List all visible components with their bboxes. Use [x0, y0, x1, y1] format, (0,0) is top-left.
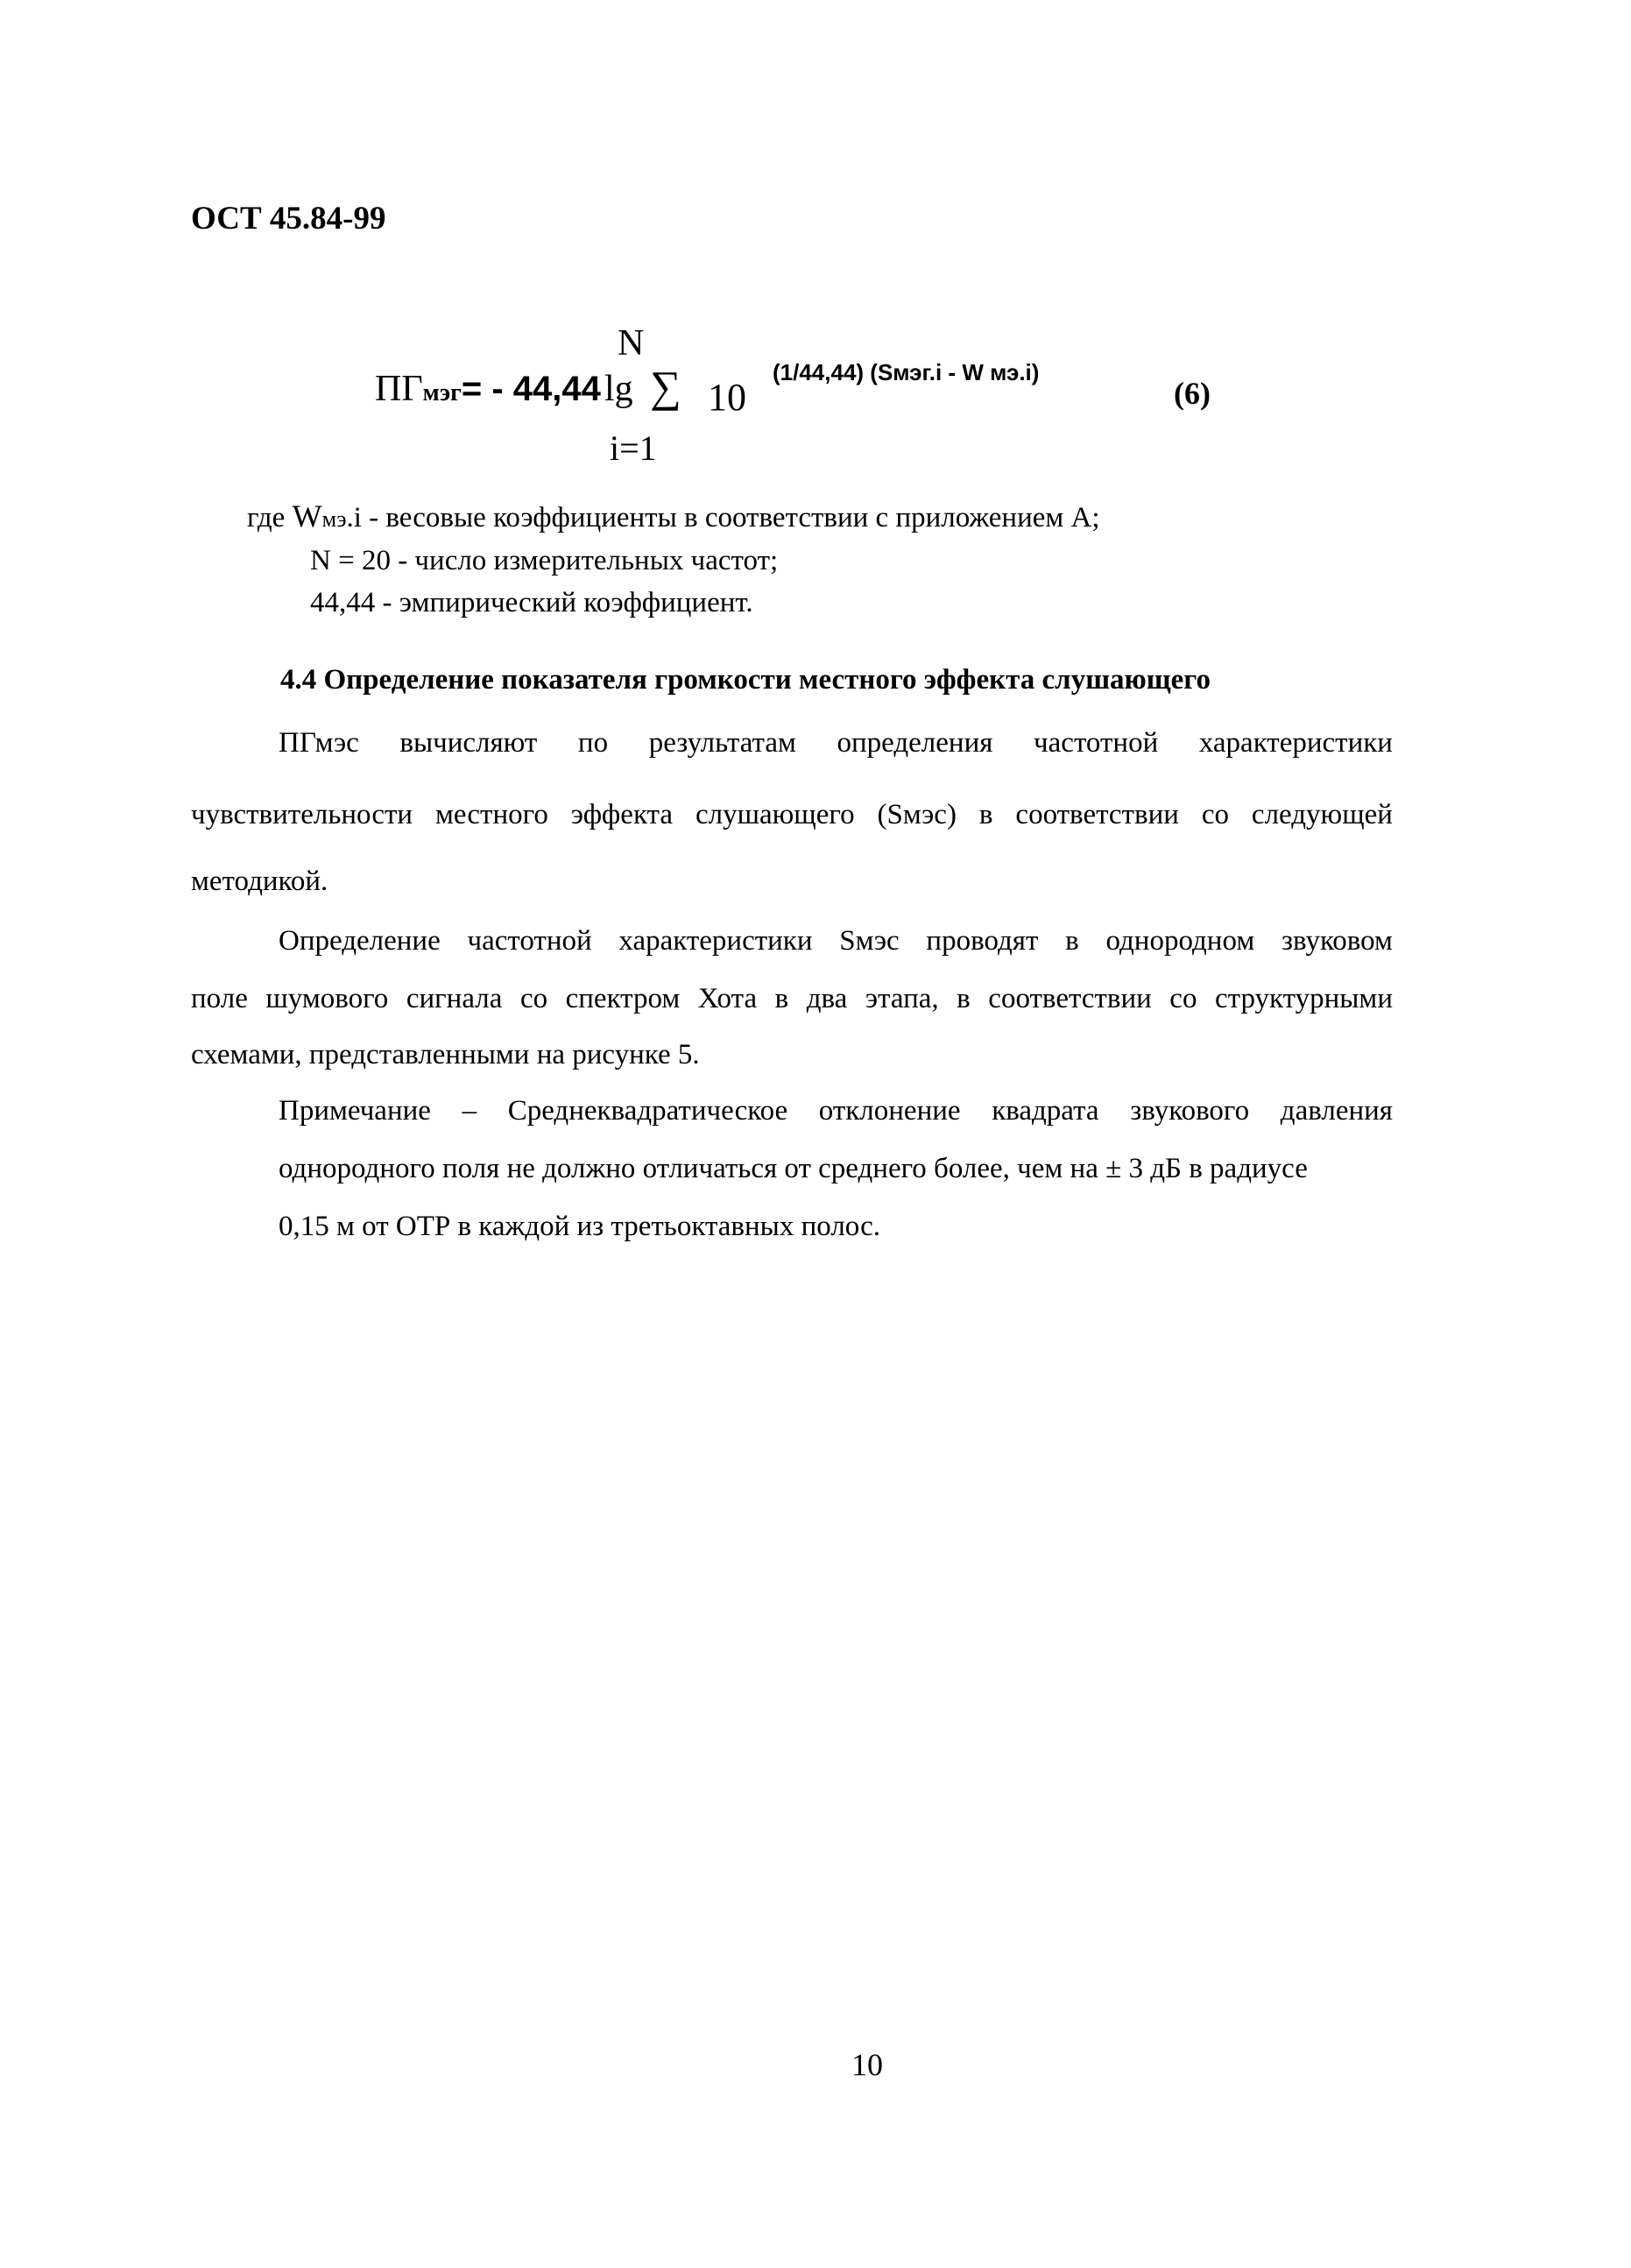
note-line-2: однородного поля не должно отличаться от среднего более, чем на ± 3 дБ в радиусе [279, 1153, 1308, 1184]
where-line-2: N = 20 - число измерительных частот; [310, 545, 779, 576]
paragraph-1-line-3: методикой. [191, 866, 328, 897]
where-line-3: 44,44 - эмпирический коэффициент. [310, 587, 753, 618]
word: результатам [648, 727, 796, 759]
word: Примечание [279, 1095, 431, 1127]
word: в [1065, 925, 1079, 957]
sum-upper-limit: N [618, 323, 645, 364]
page-number: 10 [851, 2047, 883, 2082]
word: со [519, 983, 548, 1014]
word: Хота [697, 983, 758, 1014]
word: звукового [1130, 1095, 1250, 1127]
formula-lg: lg [604, 369, 633, 409]
lhs-subscript: мэг [422, 379, 462, 406]
word: квадрата [992, 1095, 1099, 1127]
section-heading: 4.4 Определение показателя громкости местного эффекта слушающего [280, 664, 1211, 696]
word: со [1169, 983, 1197, 1014]
formula-coefficient: = - 44,44 [461, 370, 601, 408]
word: слушающего [695, 799, 855, 830]
word: частотной [467, 925, 592, 957]
where-prefix: где [247, 502, 286, 533]
word: эффекта [570, 799, 674, 830]
word: вычисляют [399, 727, 538, 759]
word: структурными [1214, 983, 1393, 1014]
word: соответствии [1015, 799, 1179, 830]
paragraph-2-line-1 [279, 925, 1393, 957]
word: – [462, 1095, 477, 1127]
word: два [806, 983, 848, 1014]
word: в [774, 983, 789, 1014]
word: спектром [565, 983, 681, 1014]
word: местного [435, 799, 548, 830]
word: характеристики [1198, 727, 1393, 759]
word: следующей [1251, 799, 1393, 830]
lhs-symbol: ПГ [375, 369, 423, 409]
word: Sмэс [839, 925, 900, 957]
word: этапа, [865, 983, 939, 1014]
note-line-1 [279, 1095, 1393, 1127]
power-base: 10 [708, 376, 746, 419]
where-subscript: мэ [321, 506, 347, 532]
formula-lhs [375, 368, 601, 410]
where-symbol: W [292, 498, 322, 533]
where-text: .i - весовые коэффициенты в соответствии с приложением А; [346, 502, 1100, 533]
word: характеристики [618, 925, 813, 957]
paragraph-1-line-2 [191, 799, 1393, 831]
word: однородном [1105, 925, 1255, 957]
word: (Sмэс) [877, 799, 957, 830]
word: в [978, 799, 993, 830]
word: со [1201, 799, 1229, 830]
word: чувствительности [191, 799, 413, 830]
word: поле [191, 983, 248, 1014]
word: сигнала [406, 983, 503, 1014]
paragraph-2-line-3: схемами, представленными на рисунке 5. [191, 1039, 700, 1070]
word: в [957, 983, 971, 1014]
note-line-3: 0,15 м от ОТР в каждой из третьоктавных полос. [279, 1211, 881, 1242]
word: проводят [926, 925, 1039, 957]
sigma-symbol: ∑ [650, 362, 681, 411]
word: определения [837, 727, 993, 759]
word: шумового [265, 983, 389, 1014]
word: давления [1280, 1095, 1393, 1127]
word: по [577, 727, 609, 759]
word: ПГмэс [279, 727, 359, 759]
formula-number: (6) [1174, 376, 1211, 411]
paragraph-1-line-1 [279, 727, 1393, 760]
word: частотной [1034, 727, 1159, 759]
word: соответствии [988, 983, 1152, 1014]
sum-lower-limit: i=1 [610, 428, 657, 468]
word: Среднеквадратическое [507, 1095, 788, 1127]
where-line-1 [247, 498, 1100, 534]
word: звуковом [1281, 925, 1393, 957]
document-code: ОСТ 45.84-99 [191, 201, 386, 237]
power-exponent: (1/44,44) (Sмэг.i - W мэ.i) [773, 359, 1040, 385]
paragraph-2-line-2 [191, 983, 1393, 1015]
word: отклонение [818, 1095, 961, 1127]
word: Определение [279, 925, 441, 957]
